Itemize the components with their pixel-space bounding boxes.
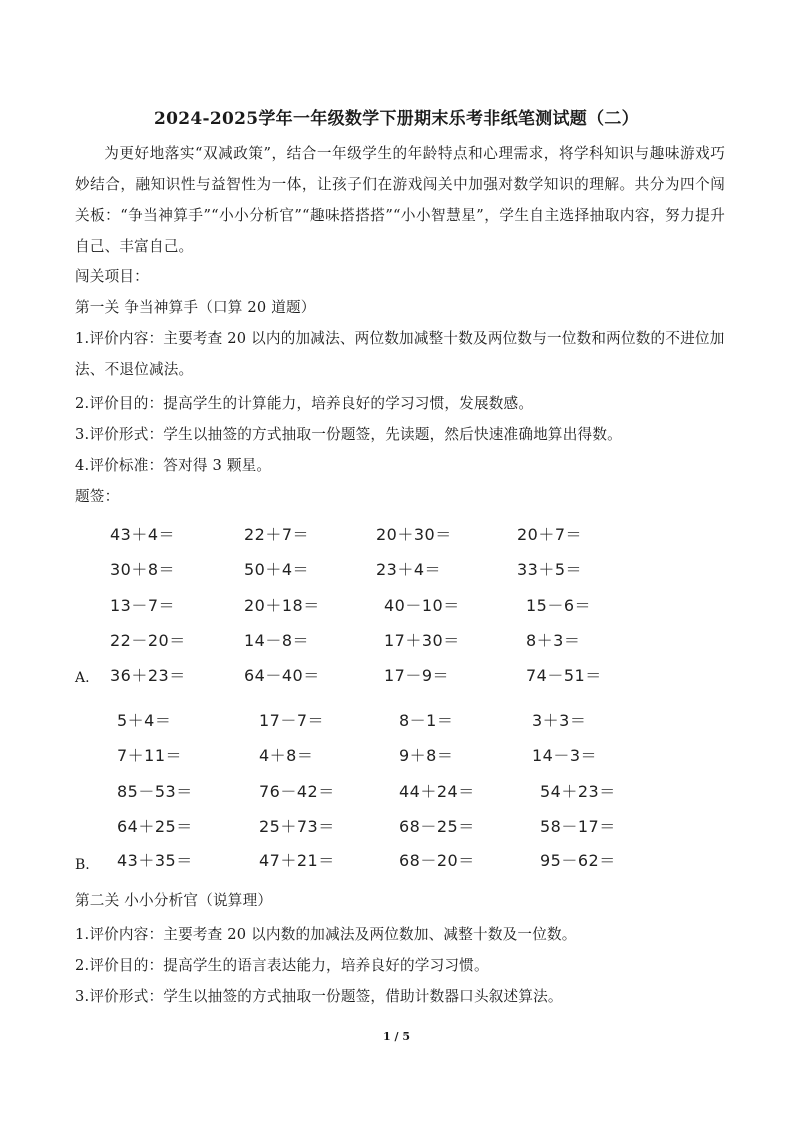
slip-b-cell: 25＋73＝ (259, 817, 335, 836)
level2-item-form: 3.评价形式：学生以抽签的方式抽取一份题签，借助计数器口头叙述算法。 (75, 988, 563, 1005)
slip-b-cell: 64＋25＝ (117, 817, 193, 836)
slip-b-grid (117, 708, 647, 888)
slip-a-cell: 64－40＝ (244, 666, 320, 685)
slip-a-cell: 33＋5＝ (517, 560, 583, 579)
slip-a-marker: A. (75, 670, 90, 686)
slip-b-cell: 44＋24＝ (399, 782, 475, 801)
slip-a-cell: 30＋8＝ (110, 560, 176, 579)
slip-a-cell: 43＋4＝ (110, 525, 176, 544)
level1-item-purpose: 2.评价目的：提高学生的计算能力，培养良好的学习习惯，发展数感。 (75, 395, 534, 412)
project-heading: 闯关项目： (75, 268, 149, 285)
slip-b-cell: 68－20＝ (399, 851, 475, 870)
slip-a-cell: 15－6＝ (526, 596, 592, 615)
slip-a-cell: 74－51＝ (526, 666, 602, 685)
slip-a-cell: 20＋18＝ (244, 596, 320, 615)
slip-a-cell: 36＋23＝ (110, 666, 186, 685)
slip-b-cell: 3＋3＝ (532, 711, 587, 730)
slip-a-cell: 22＋7＝ (244, 525, 310, 544)
slip-a-cell: 50＋4＝ (244, 560, 310, 579)
slip-b-cell: 5＋4＝ (117, 711, 172, 730)
slip-a-cell: 8＋3＝ (526, 631, 581, 650)
level1-heading: 第一关 争当神算手（口算 20 道题） (75, 299, 316, 316)
slip-b-marker: B. (75, 857, 90, 873)
page-title: 2024-2025学年一年级数学下册期末乐考非纸笔测试题（二） (154, 109, 639, 129)
slip-a-cell: 20＋30＝ (376, 525, 452, 544)
slip-a-cell: 20＋7＝ (517, 525, 583, 544)
slip-b-cell: 9＋8＝ (399, 746, 454, 765)
intro-paragraph: 为更好地落实“双减政策”，结合一年级学生的年龄特点和心理需求，将学科知识与趣味游戏巧妙结合，融知识性与益智性为一体，让孩子们在游戏闯关中加强对数学知识的理解。共分为四个闯关板：“争当神算手”“小小分析官”“趣味搭搭搭”“小小智慧星”，学生自主选择抽取内容，努力提升自己、丰富自己。 (75, 145, 725, 255)
slip-b-cell: 54＋23＝ (540, 782, 616, 801)
slip-b-cell: 68－25＝ (399, 817, 475, 836)
level2-heading: 第二关 小小分析官（说算理） (75, 892, 273, 909)
slip-b-cell: 14－3＝ (532, 746, 598, 765)
slip-b-cell: 95－62＝ (540, 851, 616, 870)
level1-item-form: 3.评价形式：学生以抽签的方式抽取一份题签，先读题，然后快速准确地算出得数。 (75, 426, 622, 443)
slip-b-cell: 7＋11＝ (117, 746, 183, 765)
level1-item-standard: 4.评价标准：答对得 3 颗星。 (75, 457, 272, 474)
slip-a-cell: 14－8＝ (244, 631, 310, 650)
slip-b-cell: 17－7＝ (259, 711, 325, 730)
slip-a-cell: 17－9＝ (384, 666, 450, 685)
slip-a-cell: 13－7＝ (110, 596, 176, 615)
slip-a-grid (110, 522, 640, 702)
slip-a-cell: 17＋30＝ (384, 631, 460, 650)
slip-b-cell: 4＋8＝ (259, 746, 314, 765)
slips-label: 题签： (75, 488, 120, 505)
level2-item-purpose: 2.评价目的：提高学生的语言表达能力，培养良好的学习习惯。 (75, 957, 489, 974)
slip-b-cell: 76－42＝ (259, 782, 335, 801)
slip-a-cell: 22－20＝ (110, 631, 186, 650)
slip-b-cell: 58－17＝ (540, 817, 616, 836)
slip-a-cell: 40－10＝ (384, 596, 460, 615)
level1-item-content: 1.评价内容：主要考查 20 以内的加减法、两位数加减整十数及两位数与一位数和两位数的不进位加法、不退位减法。 (75, 330, 725, 378)
slip-b-cell: 85－53＝ (117, 782, 193, 801)
slip-b-cell: 43＋35＝ (117, 851, 193, 870)
page-number: 1 / 5 (383, 1030, 410, 1043)
slip-b-cell: 47＋21＝ (259, 851, 335, 870)
slip-a-cell: 23＋4＝ (376, 560, 442, 579)
slip-b-cell: 8－1＝ (399, 711, 454, 730)
level2-item-content: 1.评价内容：主要考查 20 以内数的加减法及两位数加、减整十数及一位数。 (75, 926, 577, 943)
